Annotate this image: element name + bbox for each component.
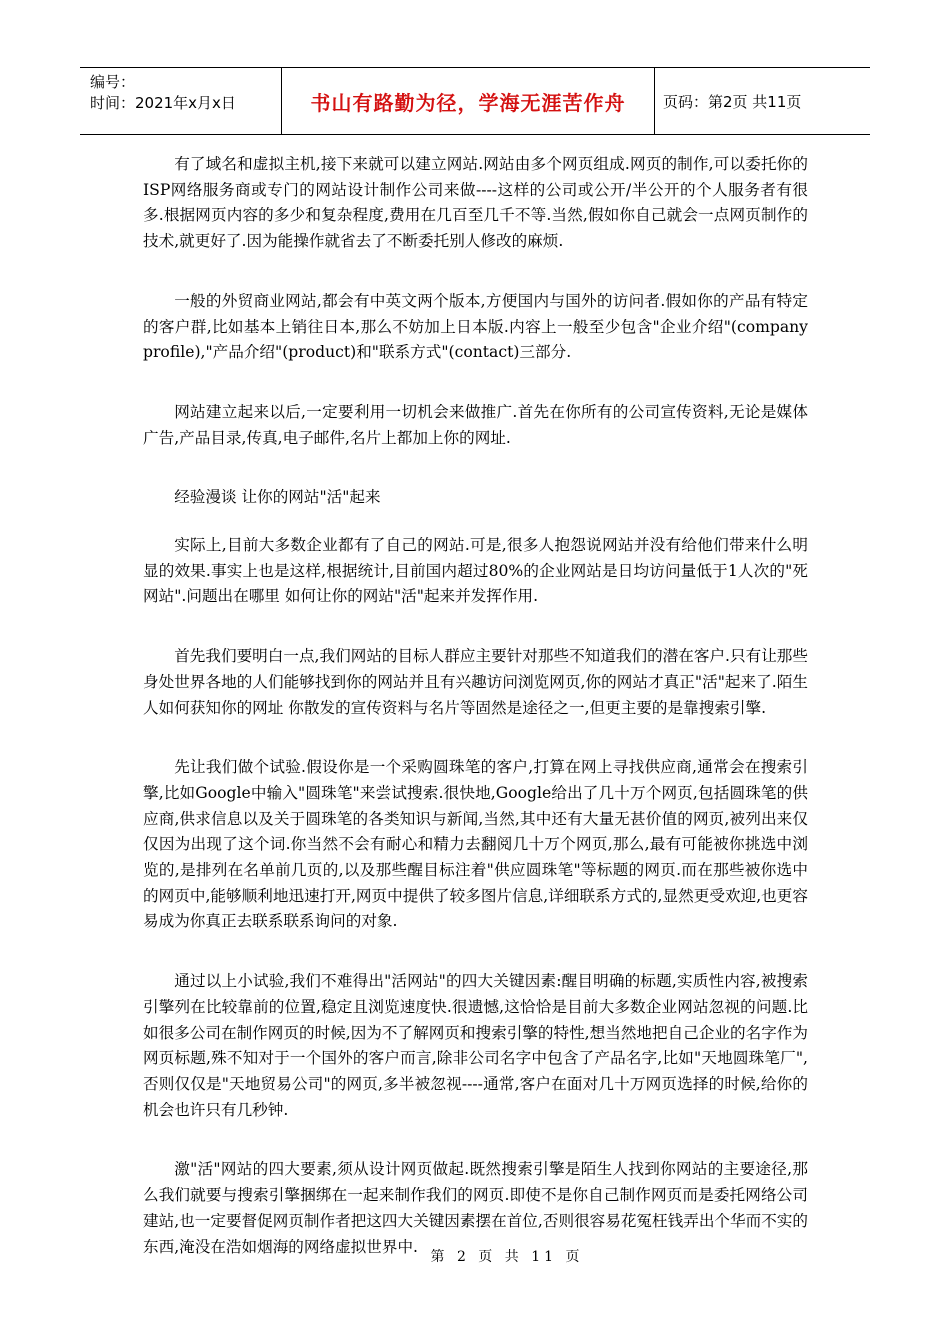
header-page-info: 页码：第2页 共11页 [663,92,802,111]
page-footer: 第 2 页 共 11 页 [430,1249,584,1265]
section-subtitle: 经验漫谈 让你的网站"活"起来 [174,488,381,507]
paragraph-7: 通过以上小试验,我们不难得出"活网站"的四大关键因素:醒目明确的标题,实质性内容,被搜索引擎列在比较靠前的位置,稳定且浏览速度快.很遗憾,这恰恰是目前大多数企业网站忽视的问题.比如很多公司在制作网页的时候,因为不了解网页和搜索引擎的特性,想当然地把自己企业的名字作为网页标题,殊不知对于一个国外的客户而言,除非公司名字中包含了产品名字,比如"天地圆珠笔厂",否则仅仅是"天地贸易公司"的网页,多半被忽视----通常,客户在面对几十万网页选择的时候,给你的机会也许只有几秒钟. [143,972,808,1119]
paragraph-6: 先让我们做个试验.假设你是一个采购圆珠笔的客户,打算在网上寻找供应商,通常会在搜索引擎,比如Google中输入"圆珠笔"来尝试搜索.很快地,Google给出了几十万个网页,包括圆珠笔的供应商,供求信息以及关于圆珠笔的各类知识与新闻,当然,其中还有大量无甚价值的网页,被列出来仅仅因为出现了这个词.你当然不会有耐心和精力去翻阅几十万个网页,那么,最有可能被你挑选中浏览的,是排列在名单前几页的,以及那些醒目标注着"供应圆珠笔"等标题的网页.而在那些被你选中的网页中,能够顺利地迅速打开,网页中提供了较多图片信息,详细联系方式的,显然更受欢迎,也更容易成为你真正去联系联系询问的对象. [143,758,808,931]
paragraph-8: 激"活"网站的四大要素,须从设计网页做起.既然搜索引擎是陌生人找到你网站的主要途径,那么我们就要与搜索引擎捆绑在一起来制作我们的网页.即使不是你自己制作网页而是委托网络公司建站,也一定要督促网页制作者把这四大关键因素摆在首位,否则很容易花冤枉钱弄出个华而不实的东西,淹没在浩如烟海的网络虚拟世界中. [143,1160,808,1256]
paragraph-3: 网站建立起来以后,一定要利用一切机会来做推广.首先在你所有的公司宣传资料,无论是媒体广告,产品目录,传真,电子邮件,名片上都加上你的网址. [143,402,808,447]
document-date: 时间：2021年x月x日 [90,94,236,112]
header-motto: 书山有路勤为径，学海无涯苦作舟 [282,68,655,134]
paragraph-4: 实际上,目前大多数企业都有了自己的网站.可是,很多人抱怨说网站并没有给他们带来什么明显的效果.事实上也是这样,根据统计,目前国内超过80%的企业网站是日均访问量低于1人次的"死网站".问题出在哪里 如何让你的网站"活"起来并发挥作用. [143,536,808,606]
paragraph-2: 一般的外贸商业网站,都会有中英文两个版本,方便国内与国外的访问者.假如你的产品有特定的客户群,比如基本上销往日本,那么不妨加上日本版.内容上一般至少包含"企业介绍"(company profile),"产品介绍"(product)和"联系方式"(contact)三部分. [143,291,808,362]
document-body [143,152,808,1294]
document-number: 编号： [90,73,136,91]
paragraph-5: 首先我们要明白一点,我们网站的目标人群应主要针对那些不知道我们的潜在客户.只有让那些身处世界各地的人们能够找到你的网站并且有兴趣访问浏览网页,你的网站才真正"活"起来了.陌生人如何获知你的网址 你散发的宣传资料与名片等固然是途径之一,但更主要的是靠搜索引擎. [143,647,808,717]
header-meta [80,68,282,134]
paragraph-1: 有了域名和虚拟主机,接下来就可以建立网站.网站由多个网页组成.网页的制作,可以委托你的ISP网络服务商或专门的网站设计制作公司来做----这样的公司或公开/半公开的个人服务者有很多.根据网页内容的多少和复杂程度,费用在几百至几千不等.当然,假如你自己就会一点网页制作的技术,就更好了.因为能操作就省去了不断委托别人修改的麻烦. [143,155,808,251]
page-header [80,67,870,135]
